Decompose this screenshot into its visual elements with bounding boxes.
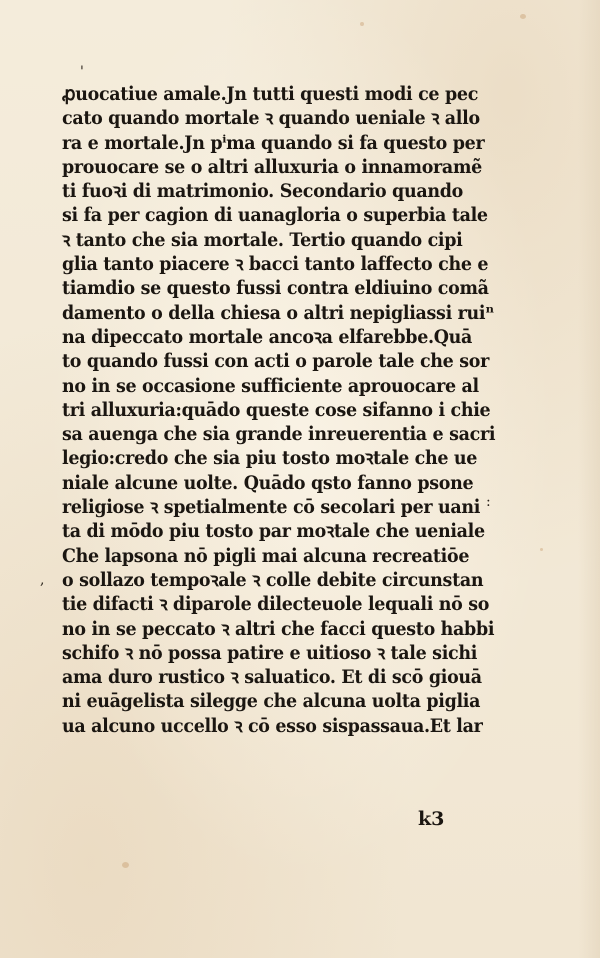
text-line: tiamdio se questo fussi contra eldiuino comã <box>62 277 489 300</box>
text-line: si fa per cagion di uanagloria o superbia tale <box>62 204 488 227</box>
text-line: cato quando mortale ꝛ quando ueniale ꝛ allo <box>62 107 480 130</box>
text-line: sa auenga che sia grande inreuerentia e sacri <box>62 423 496 446</box>
text-line: ama duro rustico ꝛ saluatico. Et di scō giouā <box>62 666 482 689</box>
text-line: ꝓuocatiue amale.Jn tutti questi modi ce pec <box>62 83 479 105</box>
text-line: na dipeccato mortale ancoꝛa elfarebbe.Quā <box>62 325 473 348</box>
signature-mark: k3 <box>418 808 445 830</box>
paper-stain <box>520 14 526 19</box>
text-line: prouocare se o altri alluxuria o innamoramẽ <box>62 155 482 178</box>
margin-mark: : <box>486 494 491 510</box>
paper-stain <box>540 548 543 551</box>
paper-stain <box>360 22 364 26</box>
text-line: ti fuoꝛi di matrimonio. Secondario quando <box>62 180 463 203</box>
text-line: ua alcuno uccello ꝛ cō esso sispassaua.Et lar <box>62 714 483 737</box>
text-line: tri alluxuria:quādo queste cose sifanno i chie <box>62 398 491 421</box>
text-line: no in se peccato ꝛ altri che facci questo habbi <box>62 617 495 640</box>
text-line: schifo ꝛ nō possa patire e uitioso ꝛ tale sichi <box>62 641 478 664</box>
paper-stain <box>122 862 129 868</box>
main-text-block <box>62 82 502 738</box>
text-line: ꝛ tanto che sia mortale. Tertio quando cipi <box>62 228 463 251</box>
text-line: no in se occasione sufficiente aprouocare al <box>62 374 479 397</box>
text-line: niale alcune uolte. Quādo qsto fanno psone <box>62 471 474 494</box>
text-line: legio:credo che sia piu tosto moꝛtale che ue <box>62 447 478 470</box>
text-line: glia tanto piacere ꝛ bacci tanto laffecto che e <box>62 253 489 276</box>
margin-mark: , <box>40 572 45 588</box>
text-line: o sollazo tempoꝛale ꝛ colle debite circunstan <box>62 568 484 591</box>
text-line: religiose ꝛ spetialmente cō secolari per uani <box>62 496 481 519</box>
text-line: to quando fussi con acti o parole tale che sor <box>62 350 489 373</box>
text-line: ni euāgelista silegge che alcuna uolta piglia <box>62 690 481 713</box>
margin-mark: ' <box>80 64 84 80</box>
text-line: damento o della chiesa o altri nepigliassi ruiⁿ <box>62 301 494 324</box>
text-line: tie difacti ꝛ diparole dilecteuole lequali nō so <box>62 593 490 616</box>
text-line: ta di mōdo piu tosto par moꝛtale che ueniale <box>62 520 485 543</box>
page-fold-shading <box>578 0 600 958</box>
text-line: Che lapsona nō pigli mai alcuna recreatiōe <box>62 544 470 567</box>
text-line: ra e mortale.Jn pⁱma quando si fa questo per <box>62 131 485 154</box>
